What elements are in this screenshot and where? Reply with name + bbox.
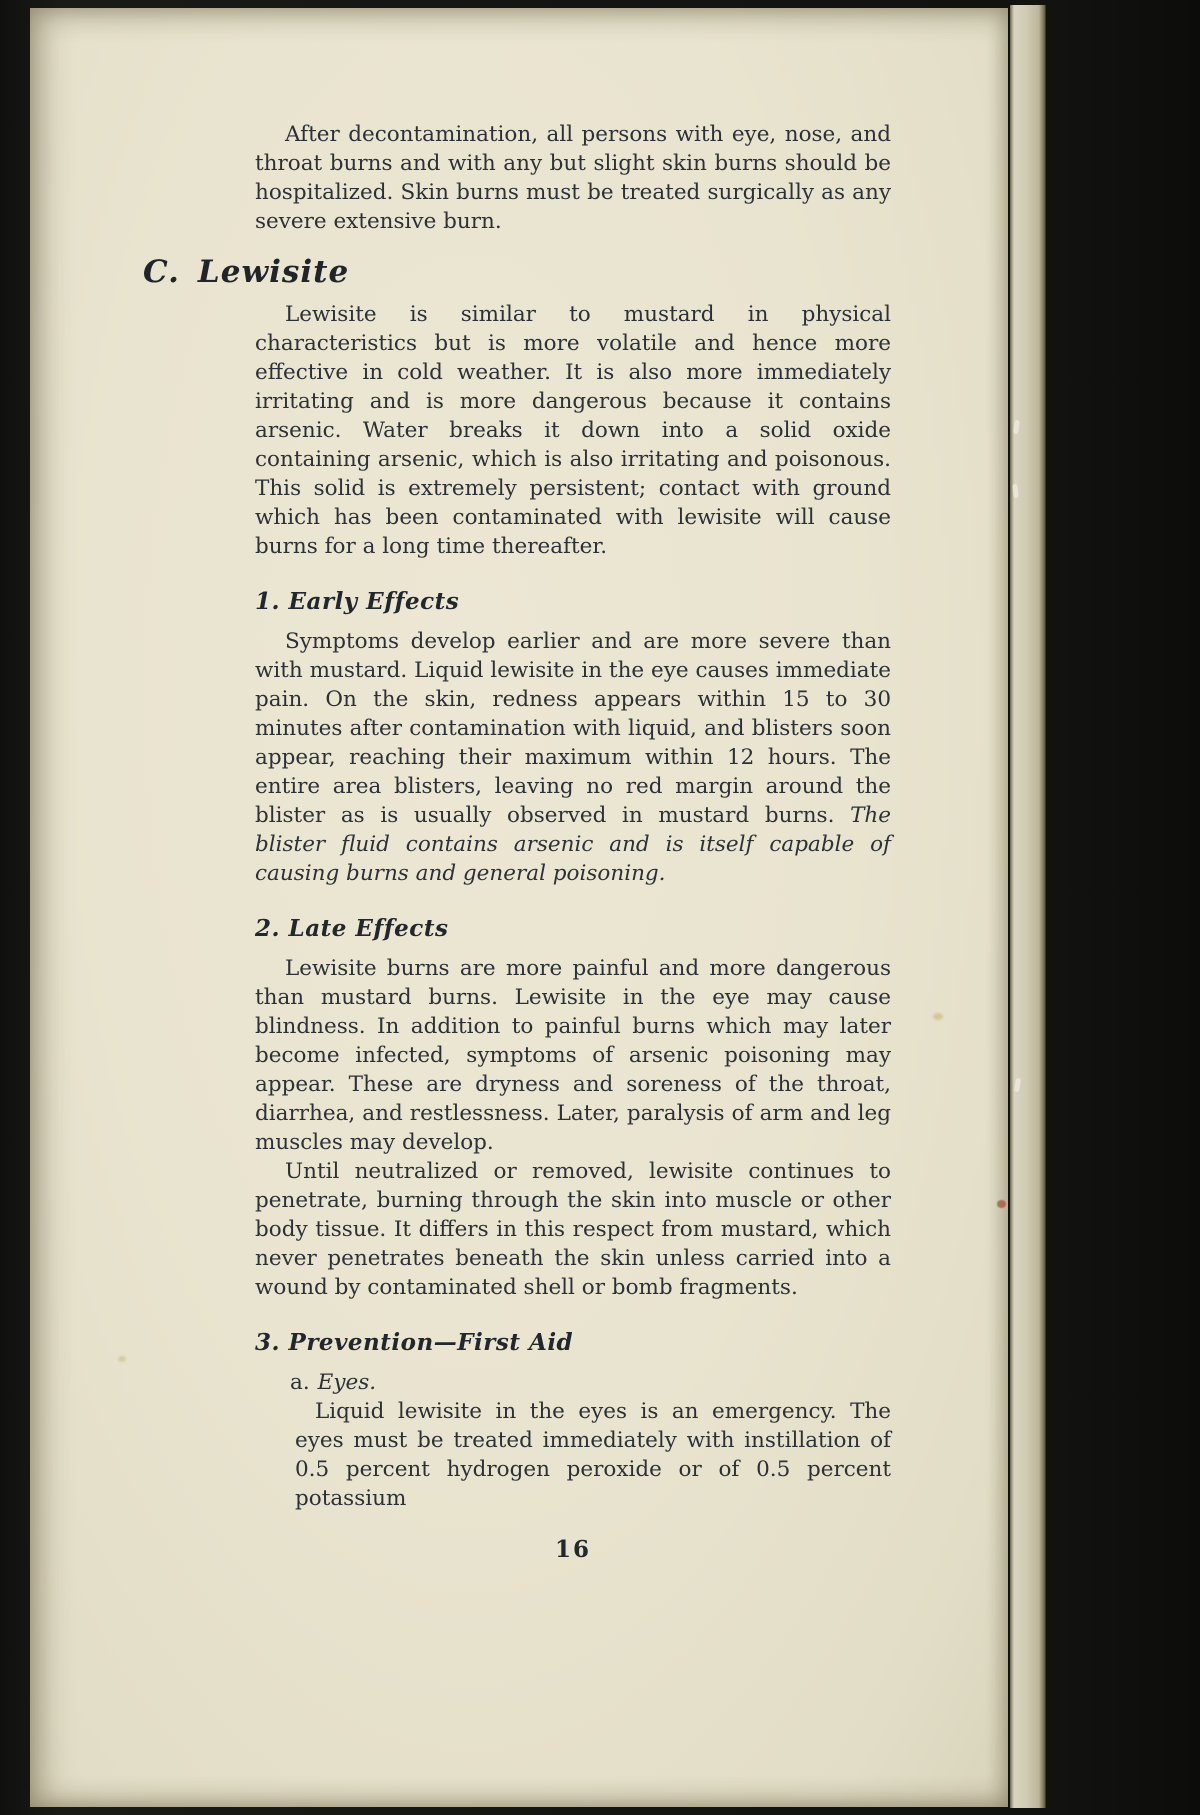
book-page xyxy=(30,8,1008,1807)
list-item-a-label: a. xyxy=(290,1370,310,1395)
stain-spot xyxy=(933,1013,943,1020)
subsection-1-text: Symptoms develop earlier and are more severe than with mustard. Liquid lewisite in the eye causes immediate pain. On the skin, redness appears within 15 to 30 minutes after contamination with liquid, and blisters soon appear, reaching their maximum within 12 hours. The entire area blisters, leaving no red margin around the blister as is usually observed in mustard burns. xyxy=(255,629,891,828)
page-content xyxy=(143,120,891,1564)
subsection-2-heading: 2. Late Effects xyxy=(255,915,449,942)
subsection-1-heading: 1. Early Effects xyxy=(255,588,460,615)
list-item-a-title: Eyes. xyxy=(317,1370,377,1395)
page-edge xyxy=(1010,5,1046,1808)
list-item-a xyxy=(290,1368,891,1397)
italic-emphasis: The blister fluid contains arsenic and is itself capable of causing burns and general poisoning. xyxy=(255,803,891,886)
section-title: Lewisite xyxy=(197,254,350,290)
stain-spot xyxy=(118,1356,126,1362)
stain-spot xyxy=(997,1200,1006,1208)
page-number: 16 xyxy=(554,1536,591,1563)
intro-paragraph: After decontamination, all persons with eye, nose, and throat burns and with any but slight skin burns should be hospitalized. Skin burns must be treated surgically as any severe extensive burn. xyxy=(255,122,891,234)
subsection-1-paragraph xyxy=(255,627,891,888)
subsection-2-paragraph-1: Lewisite burns are more painful and more dangerous than mustard burns. Lewisite in the eye may cause blindness. In addition to painful burns which may later become infected, symptoms of arsenic poisoning may appear. These are dryness and soreness of the throat, diarrhea, and restlessness. Later, paralysis of arm and leg muscles may develop. xyxy=(255,956,891,1155)
section-heading xyxy=(143,252,891,292)
subsection-2-paragraph-2: Until neutralized or removed, lewisite continues to penetrate, burning through the skin into muscle or other body tissue. It differs in this respect from mustard, which never penetrates beneath the skin unless carried into a wound by contaminated shell or bomb fragments. xyxy=(255,1159,891,1300)
subsection-3-heading: 3. Prevention—First Aid xyxy=(255,1329,574,1356)
section-paragraph: Lewisite is similar to mustard in physical characteristics but is more volatile and hence more effective in cold weather. It is also more immediately irritating and is more dangerous because it contains arsenic. Water breaks it down into a solid oxide containing arsenic, which is also irritating and poisonous. This solid is extremely persistent; contact with ground which has been contaminated with lewisite will cause burns for a long time thereafter. xyxy=(255,302,891,559)
section-label: C. xyxy=(143,254,180,290)
subsection-3-paragraph: Liquid lewisite in the eyes is an emergency. The eyes must be treated immediately with instillation of 0.5 percent hydrogen peroxide or of 0.5 percent potassium xyxy=(295,1399,891,1511)
